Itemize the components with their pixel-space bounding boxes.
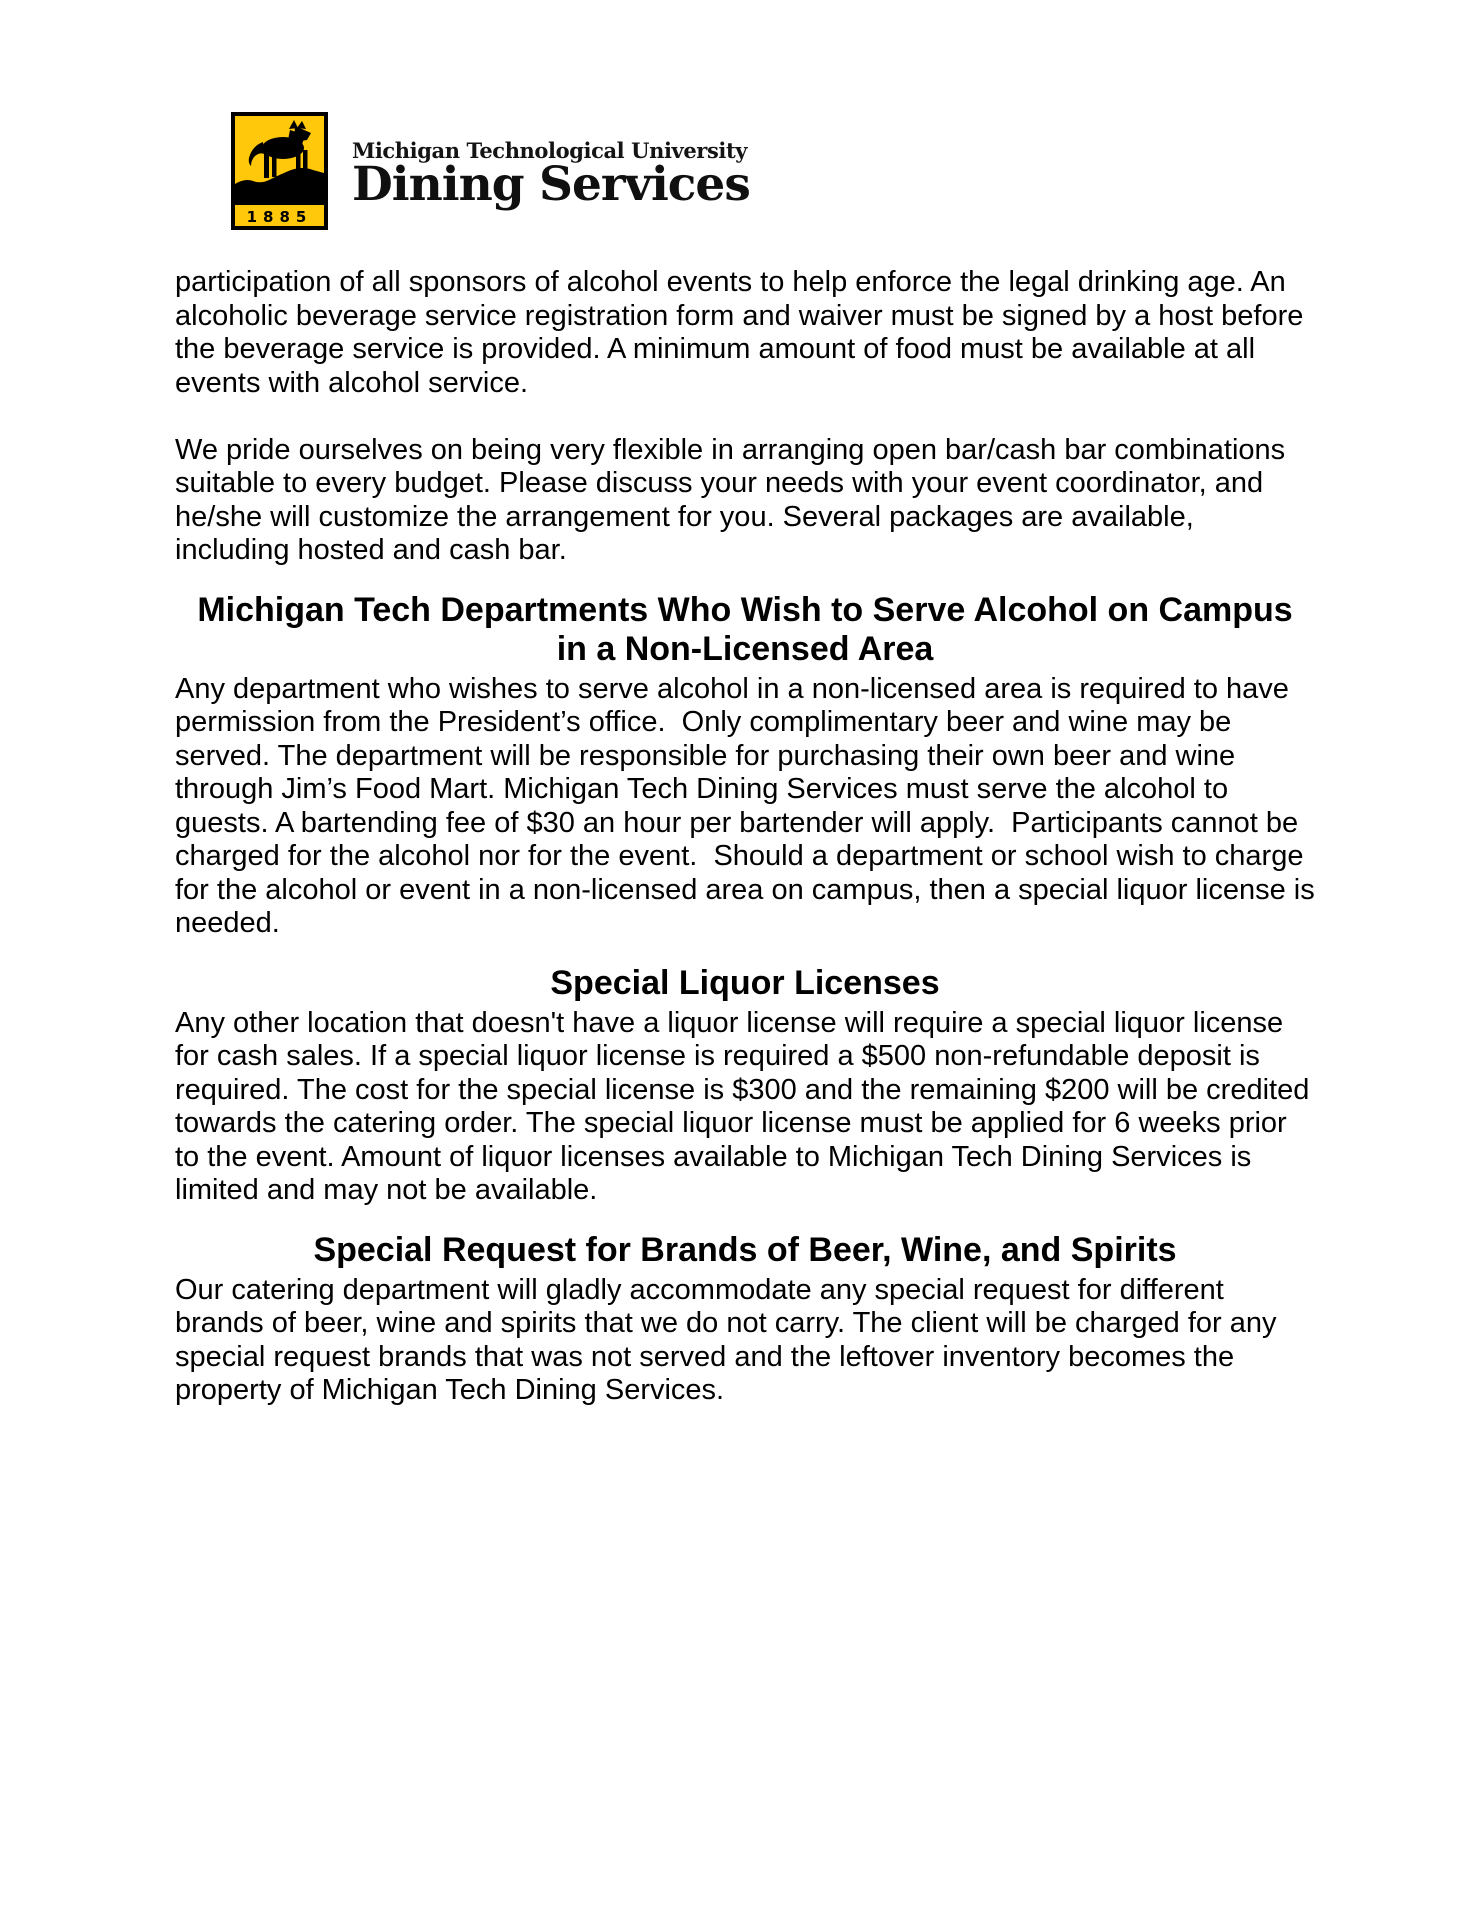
brand-wordmark [352, 138, 750, 212]
brand-dining-services: Dining Services [352, 157, 750, 212]
section-heading-special-liquor-licenses: Special Liquor Licenses [550, 963, 940, 1002]
paragraph-departments-serve-alcohol: Any department who wishes to serve alcohol in a non-licensed area is required to have permission from the President’s office. Only complimentary beer and wine may be served. The department will be responsible for purchasing their own beer and wine through Jim’s Food Mart. Michigan Tech Dining Services must serve the alcohol to guests. A bartending fee of $30 an hour per bartender will apply. Participants cannot be charged for the alcohol nor for the event. Should a department or school wish to charge for the alcohol or event in a non-licensed area on campus, then a special liquor license is needed. [175, 672, 1323, 939]
paragraph-alcohol-sponsors: participation of all sponsors of alcohol events to help enforce the legal drinking age. An alcoholic beverage service registration form and waiver must be signed by a host before the beverage service is provided. A minimum amount of food must be available at all events with alcohol service. [175, 266, 1312, 399]
paragraph-special-liquor-licenses: Any other location that doesn't have a liquor license will require a special liquor license for cash sales. If a special liquor license is required a $500 non-refundable deposit is required. The cost for the special license is $300 and the remaining $200 will be credited towards the catering order. The special liquor license must be applied for 6 weeks prior to the event. Amount of liquor licenses available to Michigan Tech Dining Services is limited and may not be available. [175, 1006, 1318, 1206]
paragraph-special-request-brands: Our catering department will gladly accommodate any special request for different brands of beer, wine and spirits that we do not carry. The client will be charged for any special request brands that was not served and the leftover inventory becomes the property of Michigan Tech Dining Services. [175, 1273, 1285, 1406]
section-heading-special-request-brands: Special Request for Brands of Beer, Wine, and Spirits [313, 1230, 1177, 1269]
document-body [175, 266, 1323, 1408]
logo-year-text: 1885 [246, 208, 313, 226]
mtu-husky-logo [231, 112, 328, 230]
section-heading-departments-serve-alcohol: Michigan Tech Departments Who Wish to Serve Alcohol on Campus in a Non-Licensed Area [197, 590, 1293, 668]
brand-university-name: Michigan Technological University [352, 138, 748, 163]
paragraph-bar-combinations: We pride ourselves on being very flexible in arranging open bar/cash bar combinations suitable to every budget. Please discuss your needs with your event coordinator, and he/she will customize the arrangement for you. Several packages are available, including hosted and cash bar. [175, 433, 1294, 566]
